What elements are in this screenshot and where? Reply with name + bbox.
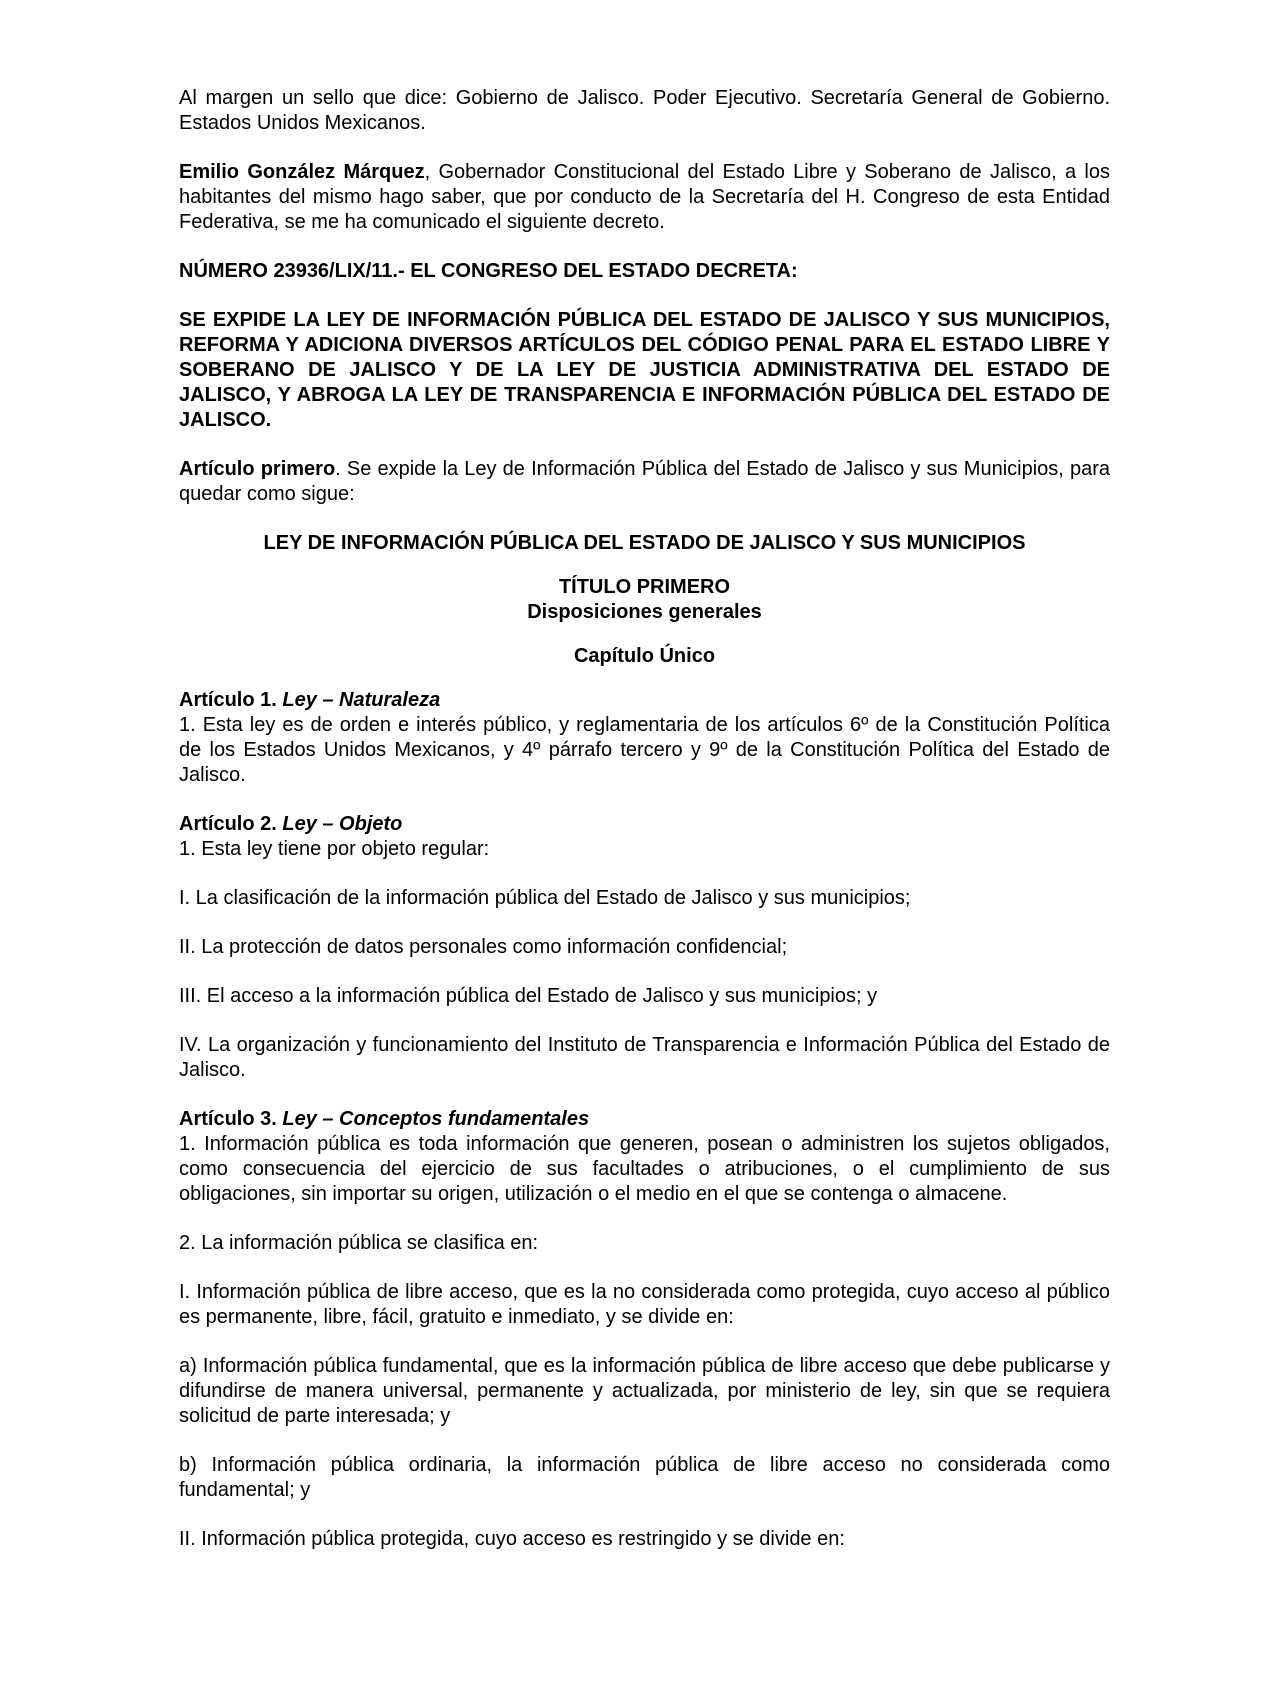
article-3-paragraph-2: 2. La información pública se clasifica en: bbox=[179, 1232, 539, 1254]
article-2-fraction-i: I. La clasificación de la información pública del Estado de Jalisco y sus municipios; bbox=[179, 887, 911, 909]
first-article-text: . Se expide la Ley de Información Pública del Estado de Jalisco y sus Municipios, para quedar como sigue: bbox=[179, 458, 1110, 505]
governor-name: Emilio González Márquez bbox=[179, 161, 425, 183]
article-2-fraction-ii: II. La protección de datos personales como información confidencial; bbox=[179, 936, 788, 958]
article-3-item-b: b) Información pública ordinaria, la información pública de libre acceso no considerada como fundamental; y bbox=[179, 1454, 1110, 1501]
governor-paragraph bbox=[179, 160, 1110, 235]
decree-number: NÚMERO 23936/LIX/11.- EL CONGRESO DEL ESTADO DECRETA: bbox=[179, 260, 798, 282]
article-1-title: Ley – Naturaleza bbox=[282, 689, 441, 711]
title-subtitle: Disposiciones generales bbox=[527, 601, 762, 623]
article-3-heading bbox=[179, 1107, 1110, 1132]
article-3-item-a: a) Información pública fundamental, que es la información pública de libre acceso que debe publicarse y difundirse de manera universal, permanente y actualizada, por ministerio de ley, sin que se requiera solicitud de parte interesada; y bbox=[179, 1355, 1110, 1427]
first-article-label: Artículo primero bbox=[179, 458, 336, 480]
governor-text: , Gobernador Constitucional del Estado Libre y Soberano de Jalisco, a los habitantes del mismo hago saber, que por conducto de la Secretaría del H. Congreso de esta Entidad Federativa, se me ha comunicado el siguiente decreto. bbox=[179, 161, 1110, 233]
article-3-paragraph-1: 1. Información pública es toda información que generen, posean o administren los sujetos obligados, como consecuencia del ejercicio de sus facultades o atribuciones, o el cumplimiento de sus obligaciones, sin importar su origen, utilización o el medio en el que se contenga o almacene. bbox=[179, 1133, 1110, 1205]
decree-title: SE EXPIDE LA LEY DE INFORMACIÓN PÚBLICA DEL ESTADO DE JALISCO Y SUS MUNICIPIOS, REFORMA Y ADICIONA DIVERSOS ARTÍCULOS DEL CÓDIGO PENAL PARA EL ESTADO LIBRE Y SOBERANO DE JALISCO Y DE LA LEY DE JUSTICIA ADMINISTRATIVA DEL ESTADO DE JALISCO, Y ABROGA LA LEY DE TRANSPARENCIA E INFORMACIÓN PÚBLICA DEL ESTADO DE JALISCO. bbox=[179, 309, 1110, 431]
article-2-heading bbox=[179, 812, 1110, 837]
article-1-paragraph-1: 1. Esta ley es de orden e interés público, y reglamentaria de los artículos 6º de la Constitución Política de los Estados Unidos Mexicanos, y 4º párrafo tercero y 9º de la Constitución Política del Estado de Jalisco. bbox=[179, 714, 1110, 786]
article-2-fraction-iv: IV. La organización y funcionamiento del Instituto de Transparencia e Información Pública del Estado de Jalisco. bbox=[179, 1034, 1110, 1081]
law-title: LEY DE INFORMACIÓN PÚBLICA DEL ESTADO DE JALISCO Y SUS MUNICIPIOS bbox=[263, 532, 1026, 554]
article-2-paragraph-1: 1. Esta ley tiene por objeto regular: bbox=[179, 838, 490, 860]
article-1-heading bbox=[179, 688, 1110, 713]
title-label: TÍTULO PRIMERO bbox=[558, 576, 731, 598]
article-3-label: Artículo 3. bbox=[179, 1108, 283, 1130]
chapter-heading: Capítulo Único bbox=[573, 645, 716, 667]
article-1-label: Artículo 1. bbox=[179, 689, 283, 711]
intro-paragraph: Al margen un sello que dice: Gobierno de Jalisco. Poder Ejecutivo. Secretaría General de Gobierno. Estados Unidos Mexicanos. bbox=[179, 87, 1110, 134]
article-3-fraction-i: I. Información pública de libre acceso, que es la no considerada como protegida, cuyo acceso al público es permanente, libre, fácil, gratuito e inmediato, y se divide en: bbox=[179, 1281, 1110, 1328]
first-article-paragraph bbox=[179, 457, 1110, 507]
article-2-title: Ley – Objeto bbox=[282, 813, 403, 835]
article-3-title: Ley – Conceptos fundamentales bbox=[282, 1108, 590, 1130]
article-3-fraction-ii: II. Información pública protegida, cuyo acceso es restringido y se divide en: bbox=[179, 1528, 845, 1550]
article-2-fraction-iii: III. El acceso a la información pública del Estado de Jalisco y sus municipios; y bbox=[179, 985, 878, 1007]
article-2-label: Artículo 2. bbox=[179, 813, 283, 835]
